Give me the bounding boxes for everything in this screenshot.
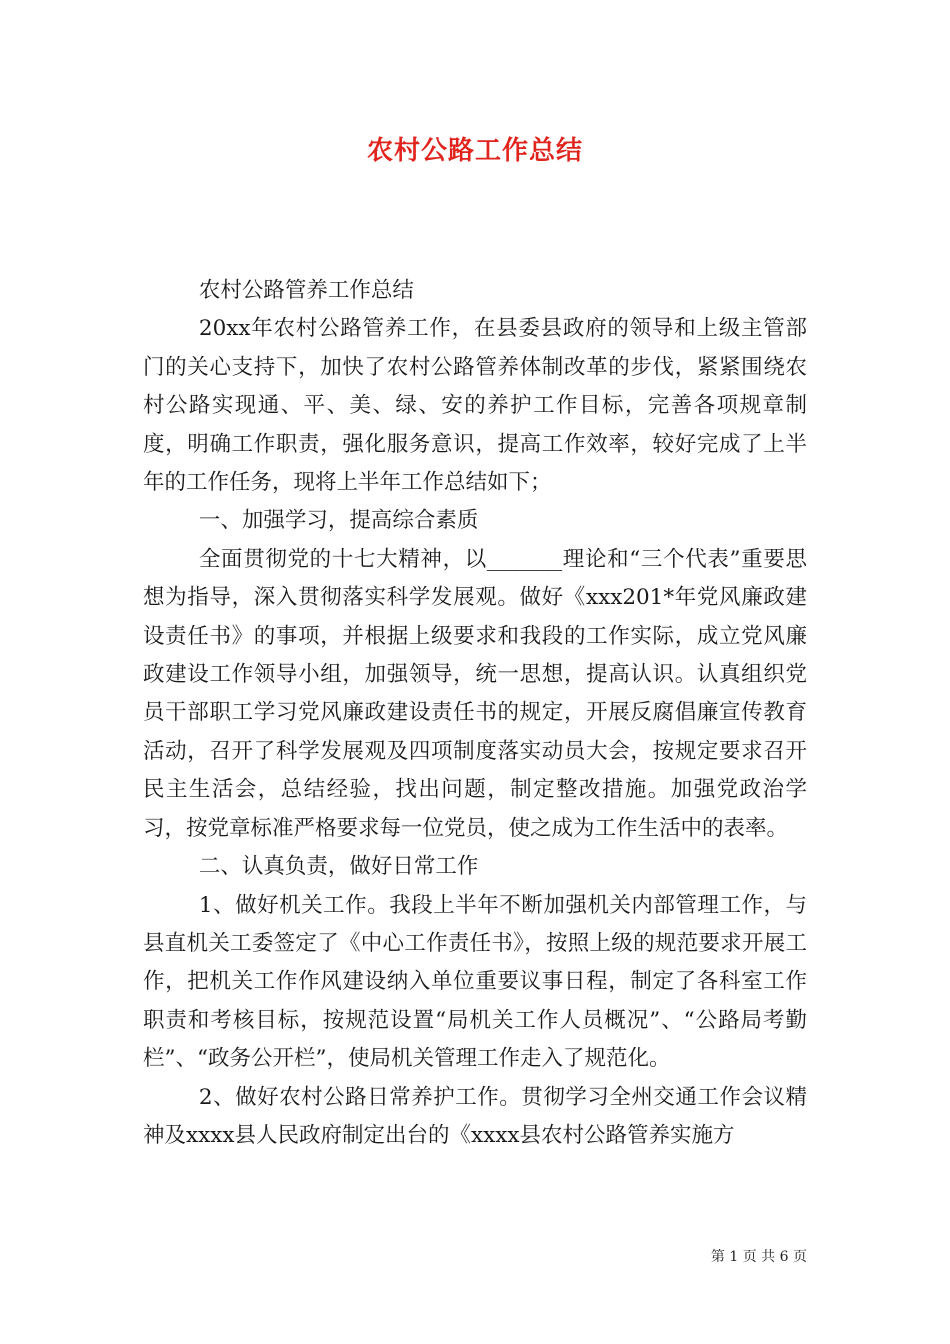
- page-number-footer: 第 1 页 共 6 页: [710, 1249, 807, 1265]
- section-heading-1: 一、加强学习，提高综合素质: [198, 508, 479, 534]
- paragraph-study: 全面贯彻党的十七大精神，以_______理论和“三个代表”重要思想为指导，深入贯彻落实科学发展观。做好《xxx201*年党风廉政建设责任书》的事项，并根据上级要求和我段的工作实际，成立党风廉政建设工作领导小组，加强领导，统一思想，提高认识。认真组织党员干部职工学习党风廉政建设责任书的规定，开展反腐倡廉宣传教育活动，召开了科学发展观及四项制度落实动员大会，按规定要求召开民主生活会，总结经验，找出问题，制定整改措施。加强党政治学习，按党章标准严格要求每一位党员，使之成为工作生活中的表率。: [143, 546, 807, 841]
- document-title: 农村公路工作总结: [366, 136, 583, 166]
- paragraph-office-work: 1、做好机关工作。我段上半年不断加强机关内部管理工作，与县直机关工委签定了《中心工作责任书》，按照上级的规范要求开展工作，把机关工作作风建设纳入单位重要议事日程，制定了各科室工作职责和考核目标，按规范设置“局机关工作人员概况”、“公路局考勤栏”、“政务公开栏”，使局机关管理工作走入了规范化。: [143, 892, 807, 1072]
- paragraph-road-maintenance: 2、做好农村公路日常养护工作。贯彻学习全州交通工作会议精神及xxxx县人民政府制定出台的《xxxx县农村公路管养实施方: [143, 1084, 807, 1148]
- paragraph-intro: 20xx年农村公路管养工作，在县委县政府的领导和上级主管部门的关心支持下，加快了农村公路管养体制改革的步伐，紧紧围绕农村公路实现通、平、美、绿、安的养护工作目标，完善各项规章制度，明确工作职责，强化服务意识，提高工作效率，较好完成了上半年的工作任务，现将上半年工作总结如下；: [143, 316, 807, 496]
- section-heading-2: 二、认真负责，做好日常工作: [198, 854, 479, 880]
- paragraph-subtitle: 农村公路管养工作总结: [198, 278, 414, 303]
- document-body: [143, 272, 807, 1155]
